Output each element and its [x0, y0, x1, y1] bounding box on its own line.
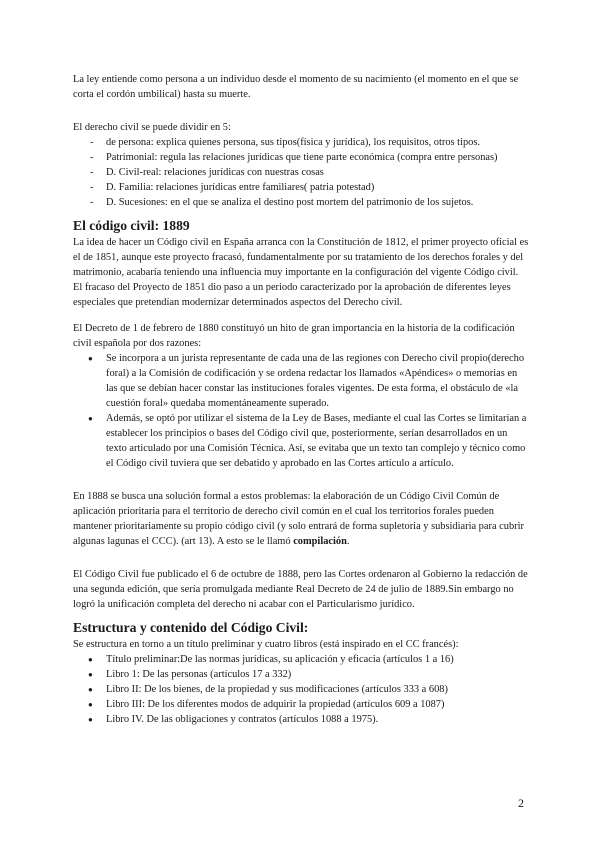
list-item: - D. Sucesiones: en el que se analiza el destino post mortem del patrimonio de los sujetos. — [73, 195, 529, 210]
divisions-intro: El derecho civil se puede dividir en 5: — [73, 122, 231, 133]
paragraph: La idea de hacer un Código civil en España arranca con la Constitución de 1812, el primer proyecto oficial es el de 1851, aunque este proyecto fracasó, fundamentalmente por su tratamiento de los derechos forales y del matrimonio, acabaría teniendo una influencia muy importante en la configuración del vigente Código civil. — [73, 237, 529, 278]
list-item: ● Título preliminar:De las normas jurídicas, su aplicación y eficacia (artículos 1 a 16) — [73, 652, 529, 667]
list-item: ● Libro III: De los diferentes modos de adquirir la propiedad (artículos 609 a 1087) — [73, 697, 529, 712]
list-item: ● Además, se optó por utilizar el sistema de la Ley de Bases, mediante el cual las Cortes se limitarían a establecer los principios o bases del Código civil que, posteriormente, serían desarrollados en un texto articulado por una Comisión Técnica. Así, se evitaba que un texto tan complejo y técnico como el Código civil tuviera que ser debatido y aprobado en las Cortes artículo a artículo. — [73, 411, 529, 471]
list-item: ● Libro 1: De las personas (artículos 17 a 332) — [73, 667, 529, 682]
paragraph: El Código Civil fue publicado el 6 de octubre de 1888, pero las Cortes ordenaron al Gobierno la redacción de una segunda edición, que sería promulgada mediante Real Decreto de 24 de julio de 1889.Sin embargo no logró la unificación completa del derecho ni acabar con el Particularismo jurídico. — [73, 569, 528, 610]
divisions-list — [73, 135, 529, 210]
page-content — [73, 72, 529, 727]
paragraph-compilacion: En 1888 se busca una solución formal a estos problemas: la elaboración de un Código Civil Común de aplicación prioritaria para el territorio de derecho civil común en el cual los territorios forales pueden mantener prioritariamente su propio código civil (y solo entrará de forma supletoria y subsidiaria para cubrir algunas lagunas el CCC). (art 13). A esto se le llamó compilación. — [73, 491, 524, 547]
list-item: ● Se incorpora a un jurista representante de cada una de las regiones con Derecho civil propio(derecho foral) a la Comisión de codificación y se ordena redactar los llamados «Apéndices» o memorias en las que se debían hacer constar las instituciones forales vigentes. De esta forma, el obstáculo de «la cuestión foral» quedaba momentáneamente superado. — [73, 351, 529, 411]
section-heading-codigo-civil: El código civil: 1889 — [73, 218, 190, 233]
page-number: 2 — [518, 796, 524, 810]
list-item: ● Libro IV. De las obligaciones y contratos (artículos 1088 a 1975). — [73, 712, 529, 727]
paragraph: El fracaso del Proyecto de 1851 dio paso a un periodo caracterizado por la aprobación de diferentes leyes especiales que pretendían modernizar determinados aspectos del Derecho civil. — [73, 282, 511, 308]
intro-paragraph: La ley entiende como persona a un individuo desde el momento de su nacimiento (el momento en el que se corta el cordón umbilical) hasta su muerte. — [73, 74, 519, 100]
paragraph: El Decreto de 1 de febrero de 1880 constituyó un hito de gran importancia en la historia de la codificación civil española por dos razones: — [73, 323, 515, 349]
bold-term: compilación — [293, 536, 347, 547]
list-item: ● Libro II: De los bienes, de la propiedad y sus modificaciones (artículos 333 a 608) — [73, 682, 529, 697]
list-item: - Patrimonial: regula las relaciones jurídicas que tiene parte económica (compra entre personas) — [73, 150, 529, 165]
reasons-list — [73, 351, 529, 471]
section-heading-estructura: Estructura y contenido del Código Civil: — [73, 620, 309, 635]
list-item: - D. Familia: relaciones jurídicas entre familiares( patria potestad) — [73, 180, 529, 195]
paragraph: Se estructura en torno a un título preliminar y cuatro libros (está inspirado en el CC francés): — [73, 639, 459, 650]
books-list — [73, 652, 529, 727]
list-item: - D. Civil-real: relaciones jurídicas con nuestras cosas — [73, 165, 529, 180]
list-item: - de persona: explica quienes persona, sus tipos(física y jurídica), los requisitos, otros tipos. — [73, 135, 529, 150]
